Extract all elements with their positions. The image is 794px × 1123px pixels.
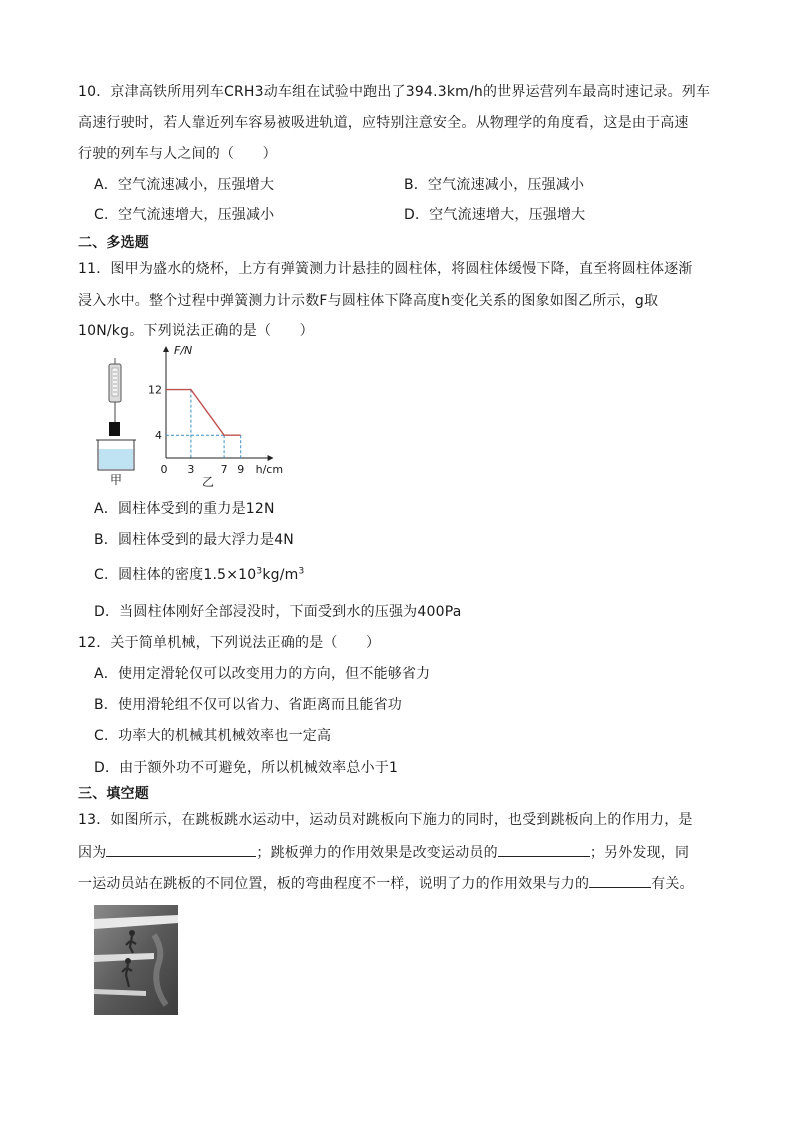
q13-line3-part1: 一运动员站在跳板的不同位置，板的弯曲程度不一样，说明了力的作用效果与力的 — [78, 876, 590, 892]
x-axis-arrow — [268, 455, 274, 461]
q11-option-c-unit: kg/m — [262, 567, 299, 583]
q10-option-d[interactable]: D．空气流速增大，压强增大 — [404, 207, 586, 223]
figure-yi-label: 乙 — [201, 475, 215, 489]
q13-line2-part1: 因为 — [78, 845, 107, 861]
y-tick-label: 12 — [148, 383, 162, 397]
q11-option-c-exponent: 3 — [256, 566, 263, 577]
q13-stem-line3 — [78, 872, 694, 894]
x-tick-label: 7 — [220, 463, 228, 476]
q11-option-c-unit-exponent: 3 — [298, 566, 305, 577]
q13-blank-3[interactable] — [589, 872, 651, 888]
x-axis-label: h/cm — [255, 463, 284, 476]
q12-option-d[interactable]: D．由于额外功不可避免，所以机械效率总小于1 — [94, 760, 399, 776]
q13-line2-part3: ；另外发现，同 — [589, 845, 690, 861]
q12-option-b[interactable]: B．使用滑轮组不仅可以省力、省距离而且能省功 — [94, 697, 403, 713]
figure-yi-force-height-graph — [148, 342, 318, 490]
q13-blank-2[interactable] — [498, 841, 590, 857]
figure-jia-label: 甲 — [109, 473, 123, 487]
section-heading-fill-in: 三、填空题 — [78, 786, 149, 802]
q11-option-b[interactable]: B．圆柱体受到的最大浮力是4N — [94, 532, 294, 548]
x-tick-label: 0 — [160, 463, 168, 476]
q13-line2-part2: ；跳板弹力的作用效果是改变运动员的 — [256, 845, 498, 861]
q10-option-b[interactable]: B．空气流速减小，压强减小 — [404, 177, 585, 193]
series-line-force — [166, 390, 241, 436]
x-tick-label: 3 — [187, 463, 195, 476]
q13-stem-line2 — [78, 841, 689, 863]
q11-option-d[interactable]: D．当圆柱体刚好全部浸没时，下面受到水的压强为400Pa — [94, 604, 462, 620]
q13-blank-1[interactable] — [106, 841, 256, 857]
q13-stem-line1: 13．如图所示，在跳板跳水运动中，运动员对跳板向下施力的同时，也受到跳板向上的作用力，是 — [78, 812, 693, 828]
q11-stem-line2: 浸入水中。整个过程中弹簧测力计示数F与圆柱体下降高度h变化关系的图象如图乙所示，g取 — [78, 293, 659, 309]
y-tick-label: 4 — [155, 429, 162, 443]
x-tick-label: 9 — [237, 463, 245, 476]
q11-stem-line3: 10N/kg。下列说法正确的是（ ） — [78, 323, 314, 339]
q12-option-c[interactable]: C．功率大的机械其机械效率也一定高 — [94, 728, 332, 744]
q10-stem-line3: 行驶的列车与人之间的（ ） — [78, 146, 277, 162]
q10-stem-line1: 10．京津高铁所用列车CRH3动车组在试验中跑出了394.3km/h的世界运营列车最高时速记录。列车 — [78, 84, 711, 100]
q11-stem-line1: 11．图甲为盛水的烧杯，上方有弹簧测力计悬挂的圆柱体，将圆柱体缓慢下降，直至将圆柱体逐渐 — [78, 261, 693, 277]
y-axis-arrow — [163, 346, 169, 352]
q12-option-a[interactable]: A．使用定滑轮仅可以改变用力的方向，但不能够省力 — [94, 666, 431, 682]
figure-jia-beaker-spring-scale — [88, 356, 148, 491]
q10-option-a[interactable]: A．空气流速减小，压强增大 — [94, 177, 275, 193]
q11-option-c-text: C．圆柱体的密度1.5×10 — [94, 567, 257, 583]
q12-stem: 12．关于简单机械，下列说法正确的是（ ） — [78, 635, 381, 651]
q13-line3-part2: 有关。 — [651, 876, 694, 892]
q11-option-a[interactable]: A．圆柱体受到的重力是12N — [94, 501, 275, 517]
y-axis-label: F/N — [174, 344, 193, 357]
q10-option-c[interactable]: C．空气流速增大，压强减小 — [94, 207, 275, 223]
section-heading-multiple-choice: 二、多选题 — [78, 235, 149, 251]
q10-stem-line2: 高速行驶时，若人靠近列车容易被吸进轨道，应特别注意安全。从物理学的角度看，这是由于高速 — [78, 115, 689, 131]
diving-board-photo — [94, 905, 178, 1015]
q11-option-c[interactable] — [94, 565, 304, 585]
